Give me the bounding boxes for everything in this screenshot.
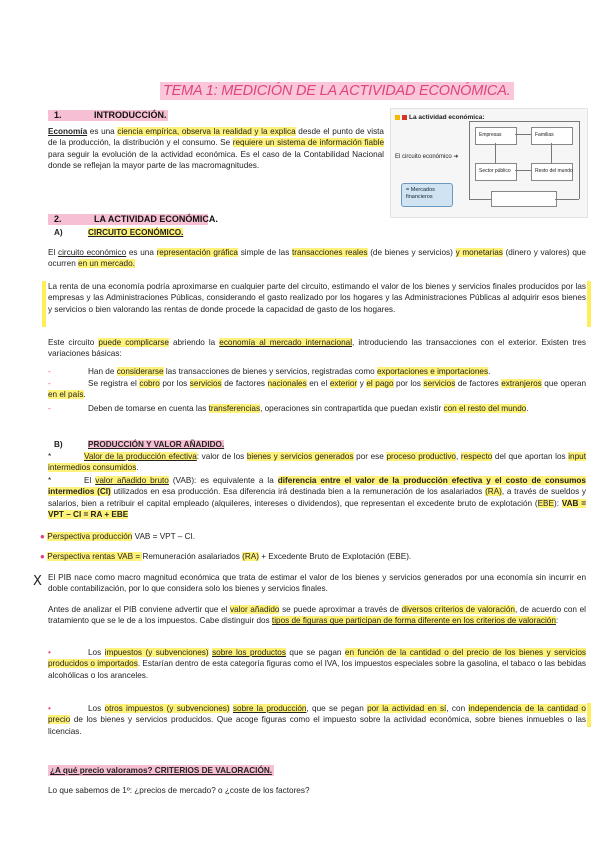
- diagram-arrow: [551, 143, 552, 163]
- subheading-produccion: B) PRODUCCIÓN Y VALOR AÑADIDO.: [54, 440, 225, 449]
- diagram-arrow: [495, 143, 496, 163]
- circuit-paragraph: El circuito económico es una representación gráfica simple de las transacciones reales (de bienes y servicios) y monetarias (dinero y valores) que ocurren en un mercado.: [48, 248, 586, 269]
- question-line: Lo que sabemos de 1º: ¿precios de mercado? o ¿coste de los factores?: [48, 786, 310, 795]
- pib-paragraph: El PIB nace como macro magnitud económica que trata de estimar el valor de los bienes y servicios generados por una economía sin incurrir en doble contabilización, por lo que considera solo los bienes y servicios finales.: [48, 573, 586, 594]
- subheading-circuito: A) CIRCUITO ECONÓMICO.: [54, 228, 184, 237]
- bullet-marker: -: [48, 404, 51, 413]
- diagram-arrow: [469, 121, 470, 199]
- diagram-arrow: [579, 121, 580, 199]
- page-title: TEMA 1: MEDICIÓN DE LA ACTIVIDAD ECONÓMICA.: [160, 82, 514, 100]
- vab-item: * El valor añadido bruto (VAB): es equivalente a la diferencia entre el valor de la producción efectiva y el costo de consumos intermedios (CI) utilizados en esa producción. Esa diferencia irá destinada bien a la remuneración de los asalariados (RA), a través de sueldos y salarios, bien a retribuir el capital empleado (alquileres, intereses o dividendos), que representan el excedente bruto de explotación (EBE): VAB = VPT – CI = RA + EBE: [48, 476, 586, 519]
- criterios-heading: ¿A qué precio valoramos? CRITERIOS DE VALORACIÓN.: [50, 766, 273, 775]
- valoracion-paragraph: Antes de analizar el PIB conviene advertir que el valor añadido se puede aproximar a través de diversos criterios de valoración, de acuerdo con el tratamiento que se le de a los impuestos. Cabe distinguir dos tipos de figuras que participan de forma diferente en los criterios de valoración:: [48, 605, 586, 626]
- margin-marker: [587, 281, 591, 327]
- circuit-label: El circuito económico ➜: [395, 154, 459, 160]
- legend-square-yellow: [395, 115, 400, 120]
- variation-item-2: - Se registra el cobro por los servicios de factores nacionales en el exterior y el pago por los servicios de factores extranjeros que operan en el país.: [48, 379, 586, 400]
- margin-marker: [42, 281, 46, 327]
- circuit-open-paragraph: Este circuito puede complicarse abriendo la economía al mercado internacional, introduciendo las transacciones con el exterior. Existen tres variaciones básicas:: [48, 338, 586, 359]
- diagram-arrow: [515, 134, 531, 135]
- diagram-arrow: [555, 199, 579, 200]
- legend-square-red: [402, 115, 407, 120]
- mercados-financieros-callout: = Mercados financieros: [401, 183, 453, 207]
- intro-paragraph: Economía es una ciencia empírica, observa la realidad y la explica desde el punto de vista de la producción, la distribución y el consumo. Se requiere un sistema de información fiable para seguir la evolución de la actividad económica. Es el caso de la Contabilidad Nacional donde se reflejan la mayor parte de las macromagnitudes.: [48, 127, 385, 170]
- box-familias: Familias: [531, 127, 573, 145]
- renta-paragraph: La renta de una economía podría aproximarse en cualquier parte del circuito, estimando el valor de los bienes y servicios finales producidos por las empresas y las Administraciones Públicas, considerando el gasto realizado por los hogares y las Administraciones Públicas al adquirir esos bienes y servicios o bien valorando las rentas de donde procede la capacidad de gasto de los hogares.: [48, 282, 586, 314]
- produccion-efectiva-item: * Valor de la producción efectiva: valor de los bienes y servicios generados por ese proceso productivo, respecto del que aportan los input intermedios consumidos.: [48, 452, 586, 473]
- section-heading-actividad: 2. LA ACTIVIDAD ECONÓMICA.: [48, 214, 208, 225]
- variation-item-1: - Han de considerarse las transacciones de bienes y servicios, registradas como exportaciones e importaciones.: [48, 367, 491, 376]
- box-empresas: Empresas: [475, 127, 517, 145]
- diagram-arrow: [469, 121, 579, 122]
- diagram-arrow: [469, 199, 491, 200]
- diagram-title: La actividad económica:: [395, 114, 485, 121]
- section-label: INTRODUCCIÓN.: [94, 110, 167, 120]
- perspectiva-produccion: ● Perspectiva producción VAB = VPT – CI.: [40, 532, 196, 541]
- economic-activity-diagram: [390, 108, 588, 218]
- margin-x-mark: X: [33, 574, 42, 589]
- section-heading-introduccion: [48, 110, 168, 121]
- box-resto-mundo: Resto del mundo: [531, 163, 573, 181]
- section-number: 1.: [54, 110, 62, 120]
- impuestos-productos-item: • Los impuestos (y subvenciones) sobre los productos que se pagan en función de la cantidad o del precio de los bienes y servicios producidos o importados. Estarían dentro de esta categoría figuras como el IVA, los impuestos especiales sobre la gasolina, el tabaco o las bebidas alcohólicas o los aranceles.: [48, 648, 586, 680]
- box-mercados: [491, 191, 557, 207]
- perspectiva-rentas: ● Perspectiva rentas VAB = Remuneración asalariados (RA) + Excedente Bruto de Explotación (EBE).: [40, 552, 412, 561]
- bullet-marker: -: [48, 367, 51, 376]
- margin-marker: [587, 703, 591, 727]
- otros-impuestos-item: • Los otros impuestos (y subvenciones) sobre la producción, que se pegan por la actividad en sí, con independencia de la cantidad o precio de los bienes y servicios producidos. Que acoge figuras como el impuesto sobre la actividad económica, sobre bienes inmuebles o las licencias.: [48, 704, 586, 736]
- bullet-marker: -: [48, 379, 51, 388]
- diagram-arrow: [515, 170, 531, 171]
- term-economia: Economía: [48, 127, 88, 136]
- box-sector-publico: Sector público: [475, 163, 517, 181]
- variation-item-3: - Deben de tomarse en cuenta las transferencias, operaciones sin contrapartida que puedan existir con el resto del mundo.: [48, 404, 529, 413]
